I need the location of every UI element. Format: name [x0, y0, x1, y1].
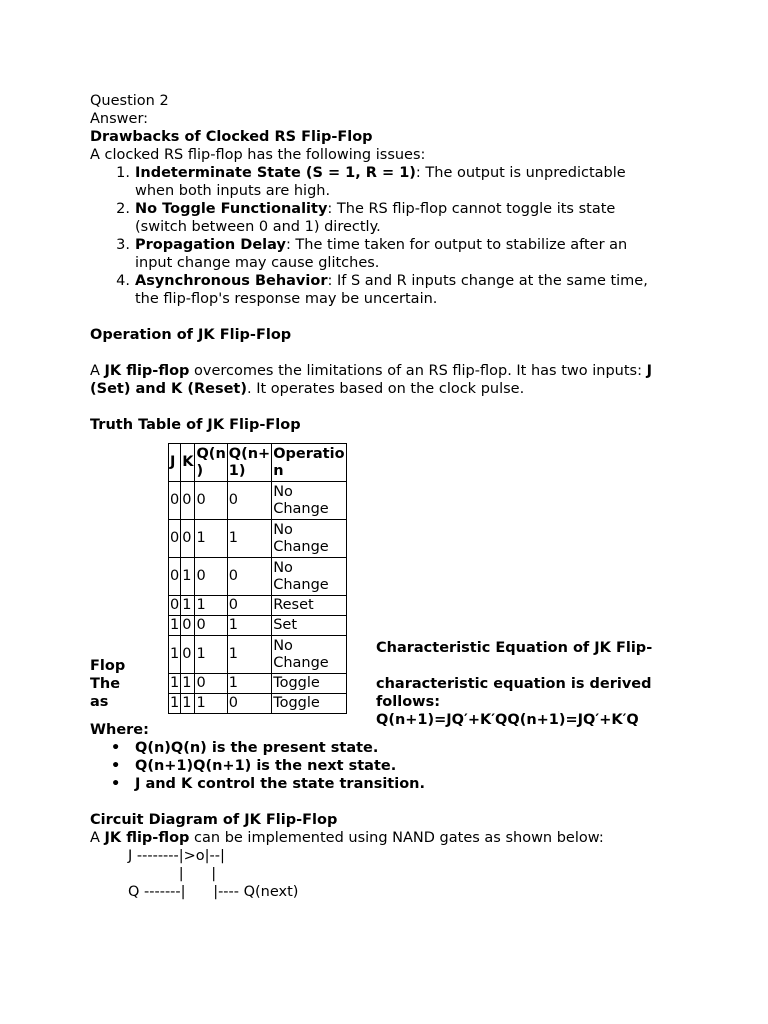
table-row: 0 1 0 0 No Change [169, 558, 347, 596]
header-qn: Q(n ) [195, 444, 227, 482]
list-item: 2. No Toggle Functionality: The RS flip-flop cannot toggle its state (switch between 0 and 1) directly. [116, 201, 616, 235]
header-operation: Operatio n [272, 444, 346, 482]
truth-table [168, 443, 347, 714]
where-list [90, 739, 690, 793]
list-item: • Q(n+1)Q(n+1) is the next state. [111, 758, 397, 774]
table-row: 0 0 1 1 No Change [169, 520, 347, 558]
table-row: 1 1 0 1 Toggle [169, 674, 347, 694]
list-item: • Q(n)Q(n) is the present state. [111, 740, 379, 756]
header-k: K [181, 444, 195, 482]
circuit-paragraph: A JK flip-flop can be implemented using NAND gates as shown below: [90, 830, 604, 846]
list-item: 1. Indeterminate State (S = 1, R = 1): The output is unpredictable when both inputs are high. [116, 165, 626, 199]
header-qn1: Q(n+ 1) [227, 444, 271, 482]
table-row: 1 0 0 1 Set [169, 616, 347, 636]
operation-heading: Operation of JK Flip-Flop [90, 327, 292, 343]
question-label: Question 2 [90, 93, 169, 109]
list-item: 3. Propagation Delay: The time taken for output to stabilize after an input change may cause glitches. [116, 237, 628, 271]
drawbacks-heading: Drawbacks of Clocked RS Flip-Flop [90, 129, 373, 145]
circuit-heading: Circuit Diagram of JK Flip-Flop [90, 812, 338, 828]
truth-table-region [90, 443, 690, 728]
side-left-text: Flop The as [90, 658, 126, 710]
table-row: 1 1 1 0 Toggle [169, 694, 347, 714]
drawbacks-intro: A clocked RS flip-flop has the following issues: [90, 147, 426, 163]
table-row: 0 0 0 0 No Change [169, 482, 347, 520]
circuit-diagram-text: J --------|>o|--| | | Q -------| |---- Q(next) [128, 848, 299, 900]
drawbacks-list [90, 164, 690, 308]
answer-label: Answer: [90, 111, 149, 127]
table-row: 1 0 1 1 No Change [169, 636, 347, 674]
operation-paragraph: A JK flip-flop overcomes the limitations of an RS flip-flop. It has two inputs: J (Set) and K (Reset). It operates based on the clock pulse. [90, 363, 652, 397]
truth-table-heading: Truth Table of JK Flip-Flop [90, 417, 301, 433]
table-header-row [169, 444, 347, 482]
list-item: • J and K control the state transition. [111, 776, 425, 792]
header-j: J [169, 444, 181, 482]
characteristic-equation-text: Characteristic Equation of JK Flip- characteristic equation is derived follows: Q(n+1)=JQ′+K′QQ(n+1)=JQ′+K′Q [376, 640, 653, 728]
where-label: Where: [90, 722, 149, 738]
list-item: 4. Asynchronous Behavior: If S and R inputs change at the same time, the flip-flop's response may be uncertain. [116, 273, 648, 307]
table-row: 0 1 1 0 Reset [169, 596, 347, 616]
document-page [90, 92, 690, 901]
